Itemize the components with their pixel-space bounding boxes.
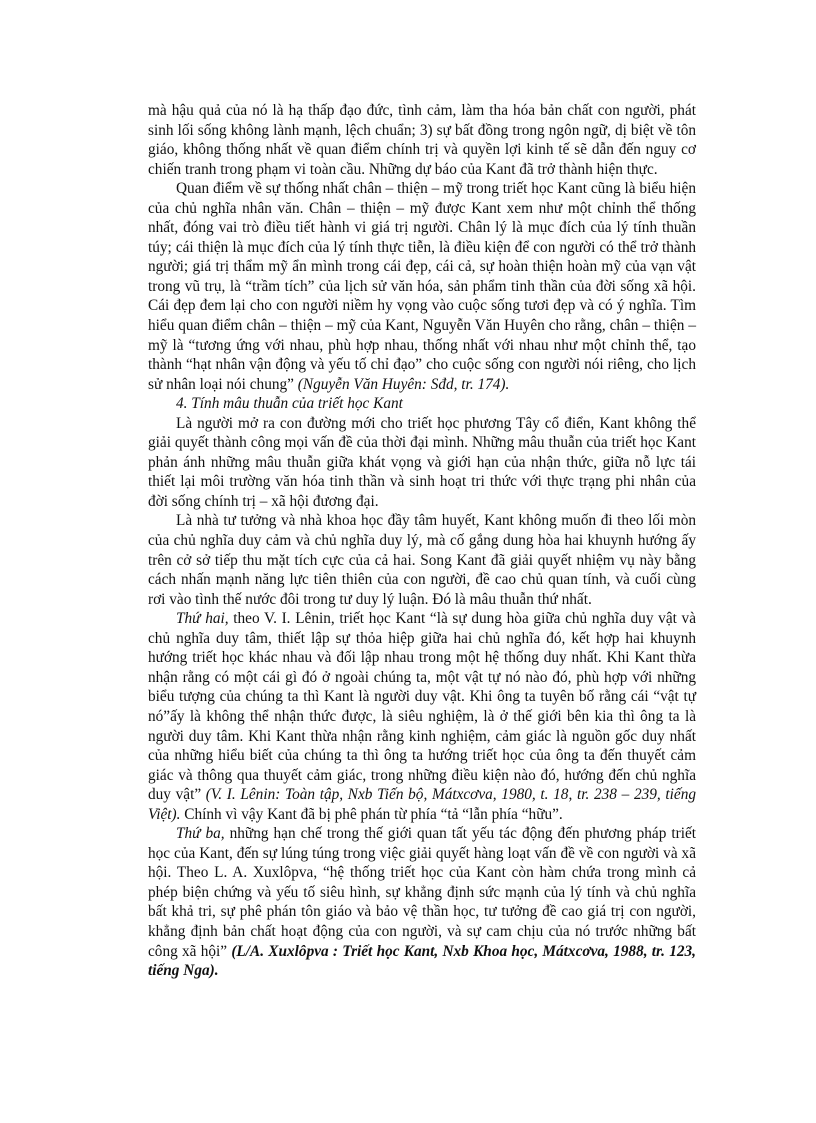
- citation-xuxlopva: (L/A. Xuxlôpva : Triết học Kant, Nxb Khoa học, Mátxcơva, 1988, tr. 123, tiếng Nga).: [148, 942, 697, 980]
- paragraph-5: [148, 609, 696, 824]
- paragraph-4: Là nhà tư tưởng và nhà khoa học đầy tâm huyết, Kant không muốn đi theo lối mòn của chủ nghĩa duy cảm và chủ nghĩa duy lý, mà cố gắng dung hòa hai khuynh hướng ấy trên cở sở tiếp thu mặt tích cực của cả hai. Song Kant đã giải quyết nhiệm vụ này bằng cách nhấn mạnh năng lực tiên thiên của con người, đề cao chủ quan tính, và cuối cùng rơi vào tình thế nước đôi trong tư duy lý luận. Đó là mâu thuẫn thứ nhất.: [148, 512, 696, 608]
- paragraph-6-text: những hạn chế trong thế giới quan tất yếu tác động đến phương pháp triết học của Kant, đến sự lúng túng trong việc giải quyết hàng loạt vấn đề về con người và xã hội. Theo L. A. Xuxlôpva, “hệ thống triết học của Kant còn hàm chứa trong mình cả phép biện chứng và yếu tố siêu hình, sự khẳng định sức mạnh của lý tính và chủ nghĩa bất khả tri, sự phê phán tôn giáo và bảo vệ thần học, tư tưởng đề cao giá trị con người, khẳng định bản chất hoạt động của con người, và sự cam chịu của nó trước những bất công xã hội”: [148, 825, 696, 960]
- citation-huyen: (Nguyễn Văn Huyên: Sđd, tr. 174).: [297, 375, 510, 393]
- paragraph-3: Là người mở ra con đường mới cho triết học phương Tây cổ điển, Kant không thể giải quyết thành công mọi vấn đề của thời đại mình. Những mâu thuẫn của triết học Kant phản ánh những mâu thuẫn giữa khát vọng và giới hạn của nhận thức, giữa nỗ lực tái thiết lại môi trường văn hóa tinh thần và sinh hoạt tri thức với thực trạng phi nhân của đời sống chính trị – xã hội đương đại.: [148, 414, 696, 510]
- document-page: [148, 101, 696, 981]
- paragraph-5-tail: Chính vì vậy Kant đã bị phê phán từ phía “tả “lẫn phía “hữu”.: [180, 805, 563, 823]
- paragraph-1: mà hậu quả của nó là hạ thấp đạo đức, tình cảm, làm tha hóa bản chất con người, phát sinh lối sống không lành mạnh, lệch chuẩn; 3) sự bất đồng trong ngôn ngữ, dị biệt về tôn giáo, không thống nhất về quan điểm chính trị và quyền lợi kinh tế sẽ dẫn đến nguy cơ chiến tranh trong phạm vi toàn cầu. Những dự báo của Kant đã trở thành hiện thực.: [148, 102, 696, 178]
- paragraph-2-text: Quan điểm về sự thống nhất chân – thiện – mỹ trong triết học Kant cũng là biểu hiện của chủ nghĩa nhân văn. Chân – thiện – mỹ được Kant xem như một chỉnh thể thống nhất, đóng vai trò điều tiết hành vi giá trị người. Chân lý là mục đích của lý tính thuần túy; cái thiện là mục đích của lý tính thực tiễn, là điều kiện để con người có thể trở thành người; giá trị thẩm mỹ ẩn mình trong cái đẹp, cái cả, sự hoàn thiện hoàn mỹ của vạn vật trong vũ trụ, là “trầm tích” của lịch sử văn hóa, sản phẩm tinh thần của đời sống xã hội. Cái đẹp đem lại cho con người niềm hy vọng vào cuộc sống tươi đẹp và có ý nghĩa. Tìm hiểu quan điểm chân – thiện – mỹ của Kant, Nguyễn Văn Huyên cho rằng, chân – thiện – mỹ là “tương ứng với nhau, phù hợp nhau, thống nhất với nhau như một chỉnh thể, tạo thành “hạt nhân vận động và yếu tố chỉ đạo” cho cuộc sống con người nói riêng, cho lịch sử nhân loại nói chung”: [148, 180, 696, 393]
- paragraph-5-lead: Thứ hai,: [176, 610, 229, 628]
- paragraph-2: [148, 179, 696, 394]
- citation-lenin: (V. I. Lênin: Toàn tập, Nxb Tiến bộ, Mátxcơva, 1980, t. 18, tr. 238 – 239, tiếng Việt).: [148, 786, 696, 823]
- section-heading: 4. Tính mâu thuẫn của triết học Kant: [176, 395, 403, 413]
- paragraph-6-lead: Thứ ba,: [176, 825, 225, 843]
- paragraph-6: [148, 824, 696, 980]
- paragraph-5-text: theo V. I. Lênin, triết học Kant “là sự dung hòa giữa chủ nghĩa duy vật và chủ nghĩa duy tâm, thiết lập sự thỏa hiệp giữa hai chủ nghĩa đó, kết hợp hai khuynh hướng triết học khác nhau và đối lập nhau trong một hệ thống duy nhất. Khi Kant thừa nhận rằng có một cái gì đó ở ngoài chúng ta, một vật tự nó nào đó, phù hợp với những biểu tượng của chúng ta thì Kant là người duy vật. Khi ông ta tuyên bố rằng cái “vật tự nó”ấy là không thể nhận thức được, là siêu nghiệm, là ở thế giới bên kia thì ông ta là người duy tâm. Khi Kant thừa nhận rằng kinh nghiệm, cảm giác là nguồn gốc duy nhất của những hiểu biết của chúng ta thì ông ta hướng triết học của ông ta đến thuyết cảm giác và thông qua thuyết cảm giác, trong những điều kiện nào đó, hướng đến chủ nghĩa duy vật”: [148, 610, 696, 804]
